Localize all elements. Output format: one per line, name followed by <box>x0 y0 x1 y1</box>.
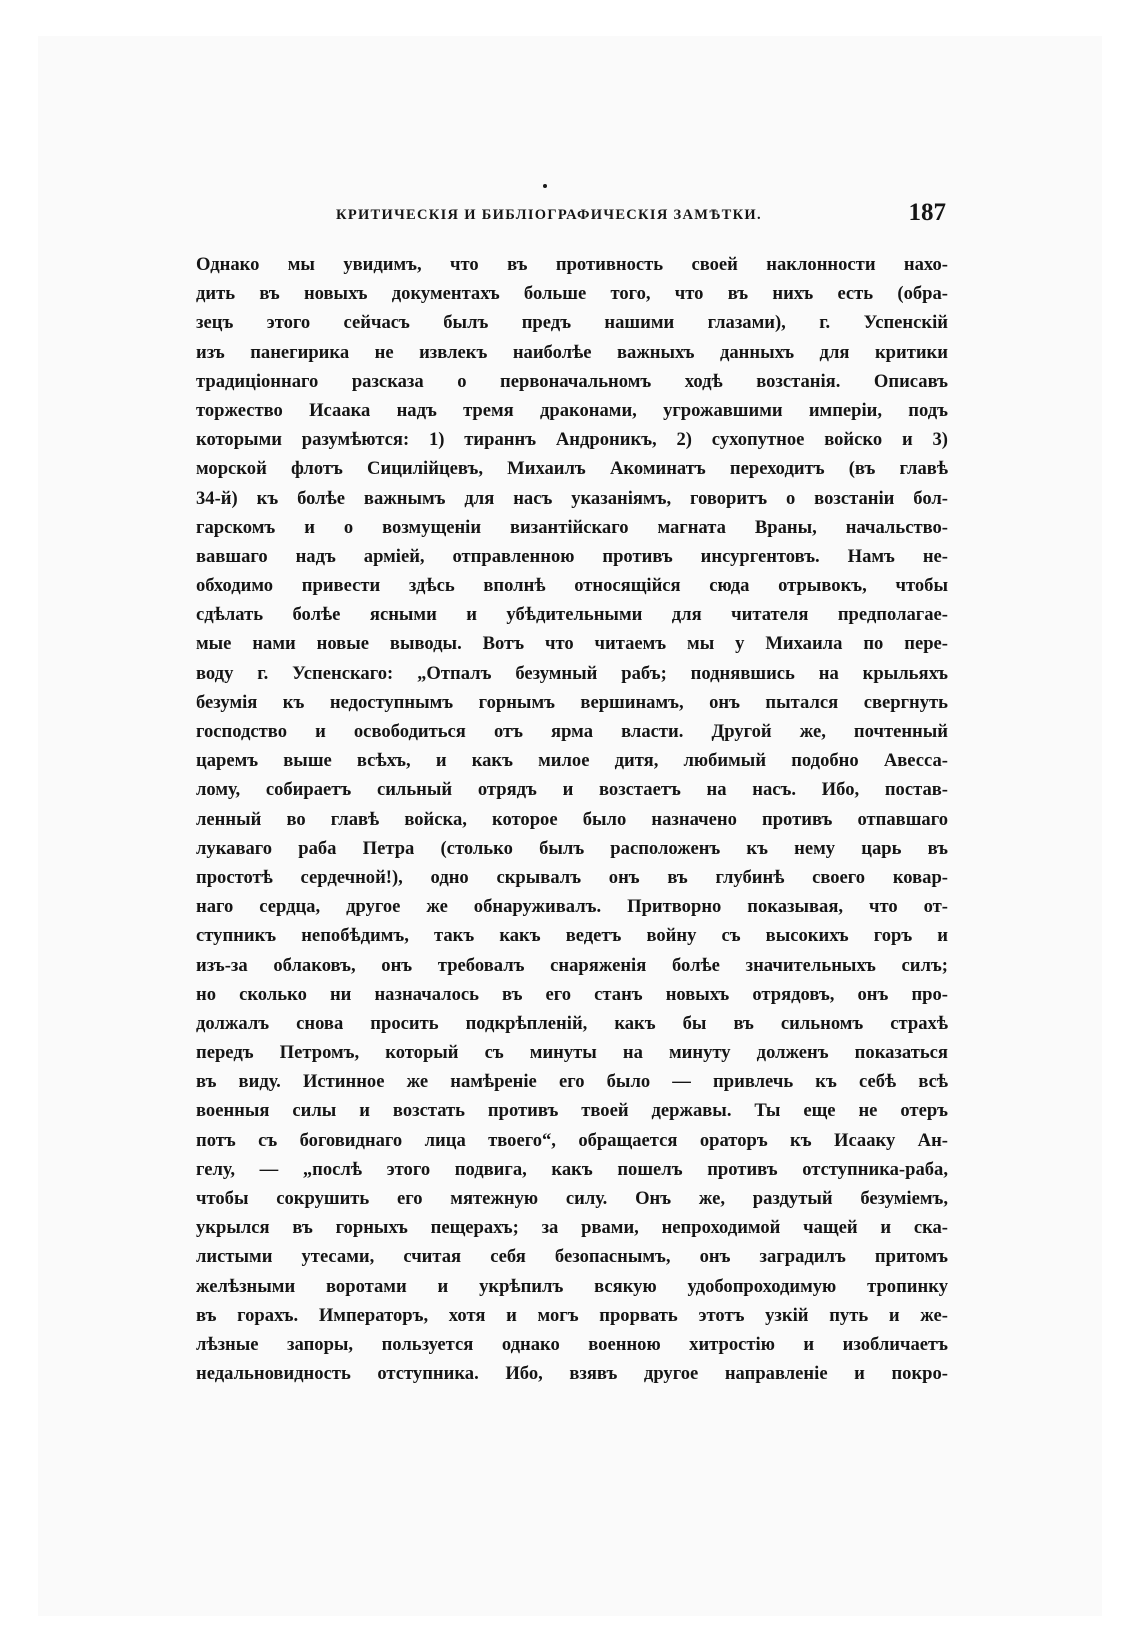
text-line: господство и освободиться отъ ярма власти. Другой же, почтенный <box>196 721 948 742</box>
text-line: изъ-за облаковъ, онъ требовалъ снаряженія болѣе значительныхъ силъ; <box>196 954 948 976</box>
text-line: ленный во главѣ войска, которое было назначено противъ отпавшаго <box>196 808 948 830</box>
text-line: лукаваго раба Петра (столько былъ расположенъ къ нему царь въ <box>196 837 948 859</box>
text-line: морской флотъ Сицилійцевъ, Михаилъ Акоминатъ переходитъ (въ главѣ <box>196 458 948 480</box>
body-text <box>196 250 948 1388</box>
text-line: въ виду. Истинное же намѣреніе его было — привлечь къ себѣ всѣ <box>196 1071 948 1093</box>
text-line: изъ панегирика не извлекъ наиболѣе важныхъ данныхъ для критики <box>196 341 948 363</box>
text-line: должалъ снова просить подкрѣпленій, какъ бы въ сильномъ страхѣ <box>196 1012 948 1034</box>
text-line: листыми утесами, считая себя безопаснымъ, онъ заградилъ притомъ <box>196 1246 948 1268</box>
text-line: но сколько ни назначалось въ его станъ новыхъ отрядовъ, онъ про- <box>196 983 948 1005</box>
text-line: воду г. Успенскаго: „Отпалъ безумный рабъ; поднявшись на крыльяхъ <box>196 662 948 684</box>
text-line: желѣзными воротами и укрѣпилъ всякую удобопроходимую тропинку <box>196 1275 948 1297</box>
text-line: лѣзные запоры, пользуется однако военною хитростію и изобличаетъ <box>196 1333 948 1355</box>
text-line: 34-й) къ болѣе важнымъ для насъ указаніямъ, говоритъ о возстаніи бол- <box>196 487 948 509</box>
text-line: ступникъ непобѣдимъ, такъ какъ ведетъ войну съ высокихъ горъ и <box>196 925 948 947</box>
text-line: дить въ новыхъ документахъ больше того, что въ нихъ есть (обра- <box>196 283 948 305</box>
text-line: которыми разумѣются: 1) тираннъ Андроникъ, 2) сухопутное войско и 3) <box>196 429 948 451</box>
text-line: потъ съ боговиднаго лица твоего“, обращается ораторъ къ Исааку Ан- <box>196 1129 948 1151</box>
text-line: сдѣлать болѣе ясными и убѣдительными для читателя предполагае- <box>196 604 948 626</box>
text-line: обходимо привести здѣсь вполнѣ относящійся сюда отрывокъ, чтобы <box>196 575 948 597</box>
text-line: гарскомъ и о возмущеніи византійскаго магната Враны, начальство- <box>196 516 948 538</box>
text-line: традиціоннаго разсказа о первоначальномъ ходѣ возстанія. Описавъ <box>196 370 948 392</box>
text-line: недальновидность отступника. Ибо, взявъ другое направленіе и покро- <box>196 1363 948 1385</box>
text-line: въ горахъ. Императоръ, хотя и могъ прорвать этотъ узкій путь и же- <box>196 1304 948 1326</box>
text-line: безумія къ недоступнымъ горнымъ вершинамъ, онъ пытался свергнуть <box>196 691 948 713</box>
text-line: мые нами новые выводы. Вотъ что читаемъ мы у Михаила по пере- <box>196 633 948 655</box>
page-number: 187 <box>908 199 946 226</box>
text-line: лому, собираетъ сильный отрядъ и возстаетъ на насъ. Ибо, постав- <box>196 779 948 801</box>
text-line: вавшаго надъ арміей, отправленною противъ инсургентовъ. Намъ не- <box>196 545 948 567</box>
running-title: КРИТИЧЕСКІЯ И БИБЛІОГРАФИЧЕСКІЯ ЗАМѢТКИ. <box>336 207 762 223</box>
text-line: чтобы сокрушить его мятежную силу. Онъ же, раздутый безуміемъ, <box>196 1188 948 1209</box>
page-header <box>196 199 948 233</box>
ink-dot <box>543 184 547 188</box>
text-line: гелу, — „послѣ этого подвига, какъ пошелъ противъ отступника-раба, <box>196 1158 948 1180</box>
text-line: Однако мы увидимъ, что въ противность своей наклонности нахо- <box>196 254 948 275</box>
text-line: царемъ выше всѣхъ, и какъ милое дитя, любимый подобно Авесса- <box>196 750 948 772</box>
text-line: зецъ этого сейчасъ былъ предъ нашими глазами), г. Успенскій <box>196 312 948 334</box>
text-line: передъ Петромъ, который съ минуты на минуту долженъ показаться <box>196 1042 948 1064</box>
text-line: укрылся въ горныхъ пещерахъ; за рвами, непроходимой чащей и ска- <box>196 1217 948 1239</box>
text-line: торжество Исаака надъ тремя драконами, угрожавшими имперіи, подъ <box>196 399 948 421</box>
text-line: простотѣ сердечной!), одно скрывалъ онъ въ глубинѣ своего ковар- <box>196 866 948 888</box>
text-line: военныя силы и возстать противъ твоей державы. Ты еще не отеръ <box>196 1100 948 1122</box>
text-line: наго сердца, другое же обнаруживалъ. Притворно показывая, что от- <box>196 896 948 918</box>
